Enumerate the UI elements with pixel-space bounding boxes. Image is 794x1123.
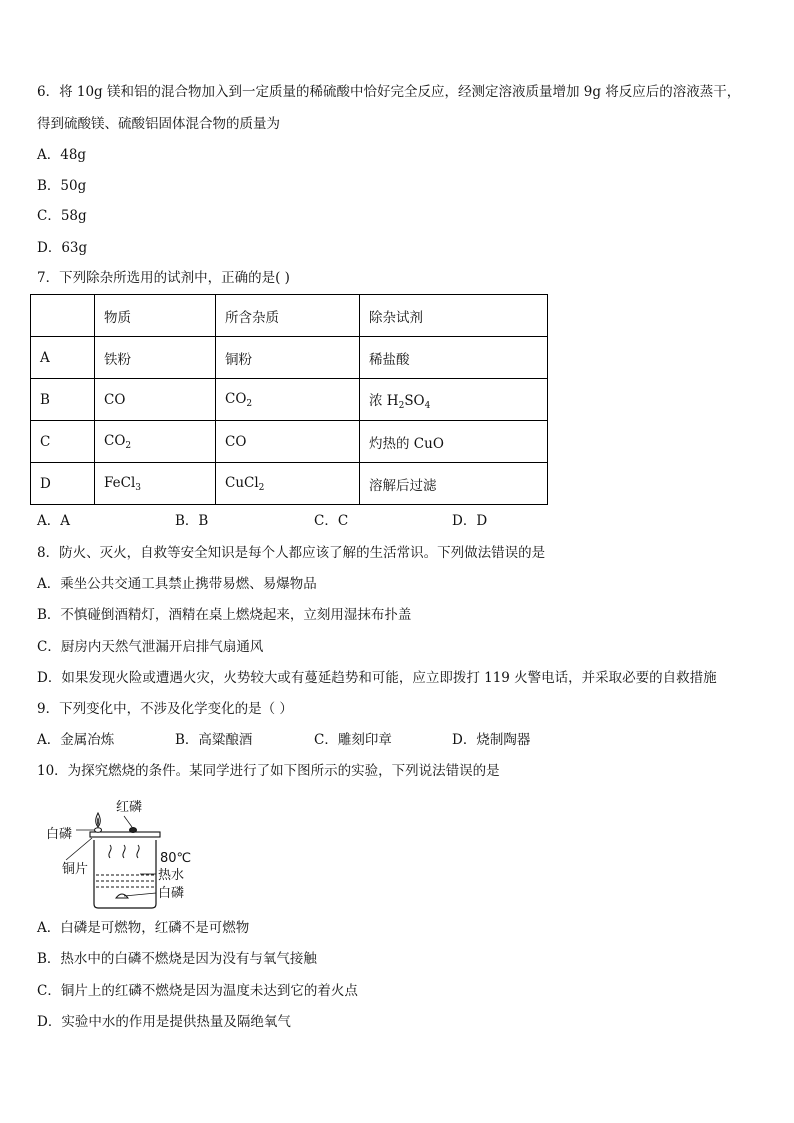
q7-option-d: D．D (452, 513, 488, 529)
label-red-phosphorus: 红磷 (116, 800, 143, 815)
table-header-cell: 除杂试剂 (360, 295, 548, 337)
q9-option-c: C．雕刻印章 (314, 732, 392, 748)
table-row (31, 463, 548, 505)
formula-subscript: 2 (246, 398, 253, 409)
row-label: D (31, 463, 95, 505)
formula-subscript: 2 (125, 440, 132, 451)
q9-option-a: A．金属冶炼 (37, 732, 115, 748)
impurity-cell: 铜粉 (216, 337, 360, 379)
q9-stem: 9．下列变化中，不涉及化学变化的是（ ） (37, 701, 293, 717)
q6-stem-line1: 6．将 10g 镁和铝的混合物加入到一定质量的稀硫酸中恰好完全反应，经测定溶液质量增加 9g 将反应后的溶液蒸干， (37, 84, 741, 100)
q8-option-b: B．不慎碰倒酒精灯，酒精在桌上燃烧起来，立刻用湿抹布扑盖 (37, 607, 412, 623)
substance-cell: 铁粉 (95, 337, 216, 379)
copper-sheet (90, 832, 160, 837)
label-white-phosphorus-bottom: 白磷 (158, 886, 185, 901)
steam-icon (109, 845, 111, 858)
q8-option-d: D．如果发现火险或遭遇火灾，火势较大或有蔓延趋势和可能，应立即拨打 119 火警电话，并采取必要的自救措施 (37, 670, 717, 686)
q6-option-a: A．48g (37, 147, 87, 163)
q9-option-b: B．高粱酿酒 (175, 732, 253, 748)
q7-option-b: B．B (175, 513, 209, 529)
reagent-cell: 灼热的 CuO (360, 421, 548, 463)
q7-option-c: C．C (314, 513, 349, 529)
row-label: A (31, 337, 95, 379)
impurity-cell (216, 379, 360, 421)
q7-option-a: A．A (37, 513, 70, 529)
label-copper-sheet: 铜片 (62, 862, 89, 877)
q9-option-d: D．烧制陶器 (452, 732, 531, 748)
reagent-cell: 溶解后过滤 (360, 463, 548, 505)
formula-subscript: 2 (258, 482, 265, 493)
formula-subscript: 4 (424, 400, 431, 411)
q10-option-b: B．热水中的白磷不燃烧是因为没有与氧气接触 (37, 951, 317, 967)
q8-stem: 8．防火、灭火，自救等安全知识是每个人都应该了解的生活常识。下列做法错误的是 (37, 545, 546, 561)
table-header-cell (31, 295, 95, 337)
q6-option-b: B．50g (37, 178, 87, 194)
row-label: B (31, 379, 95, 421)
q6-option-d: D．63g (37, 240, 88, 256)
table-header-cell: 所含杂质 (216, 295, 360, 337)
formula-main: 浓 H (369, 392, 399, 409)
label-temperature: 80℃ (160, 851, 192, 866)
reagent-cell (360, 379, 548, 421)
table-header-row (31, 295, 548, 337)
reagent-cell: 稀盐酸 (360, 337, 548, 379)
table-row (31, 379, 548, 421)
formula-main: CO (104, 432, 126, 449)
formula-subscript: 2 (398, 400, 405, 411)
row-label: C (31, 421, 95, 463)
label-hot-water: 热水 (158, 868, 185, 883)
white-phosphorus-top (95, 828, 102, 833)
substance-cell (95, 463, 216, 505)
q8-option-c: C．厨房内天然气泄漏开启排气扇通风 (37, 639, 264, 655)
q10-option-a: A．白磷是可燃物，红磷不是可燃物 (37, 920, 250, 936)
q10-stem: 10．为探究燃烧的条件。某同学进行了如下图所示的实验，下列说法错误的是 (37, 763, 500, 779)
substance-cell: CO (95, 379, 216, 421)
table-header-cell: 物质 (95, 295, 216, 337)
table-row (31, 337, 548, 379)
q7-stem: 7．下列除杂所选用的试剂中，正确的是( ) (37, 270, 290, 286)
q6-stem-line2: 得到硫酸镁、硫酸铝固体混合物的质量为 (37, 116, 280, 132)
impurity-cell: CO (216, 421, 360, 463)
red-phosphorus (130, 828, 137, 833)
q6-option-c: C．58g (37, 208, 87, 224)
formula-main: SO (404, 392, 425, 409)
label-white-phosphorus-top: 白磷 (46, 827, 73, 842)
substance-cell (95, 421, 216, 463)
formula-main: FeCl (104, 474, 136, 491)
combustion-experiment-figure (36, 798, 206, 910)
table-row (31, 421, 548, 463)
q8-option-a: A．乘坐公共交通工具禁止携带易燃、易爆物品 (37, 576, 317, 592)
formula-main: CO (225, 390, 247, 407)
q10-option-d: D．实验中水的作用是提供热量及隔绝氧气 (37, 1014, 291, 1030)
q10-option-c: C．铜片上的红磷不燃烧是因为温度未达到它的着火点 (37, 983, 358, 999)
impurity-cell (216, 463, 360, 505)
formula-subscript: 3 (135, 482, 141, 493)
formula-main: CuCl (225, 474, 259, 491)
q7-table (30, 294, 548, 505)
